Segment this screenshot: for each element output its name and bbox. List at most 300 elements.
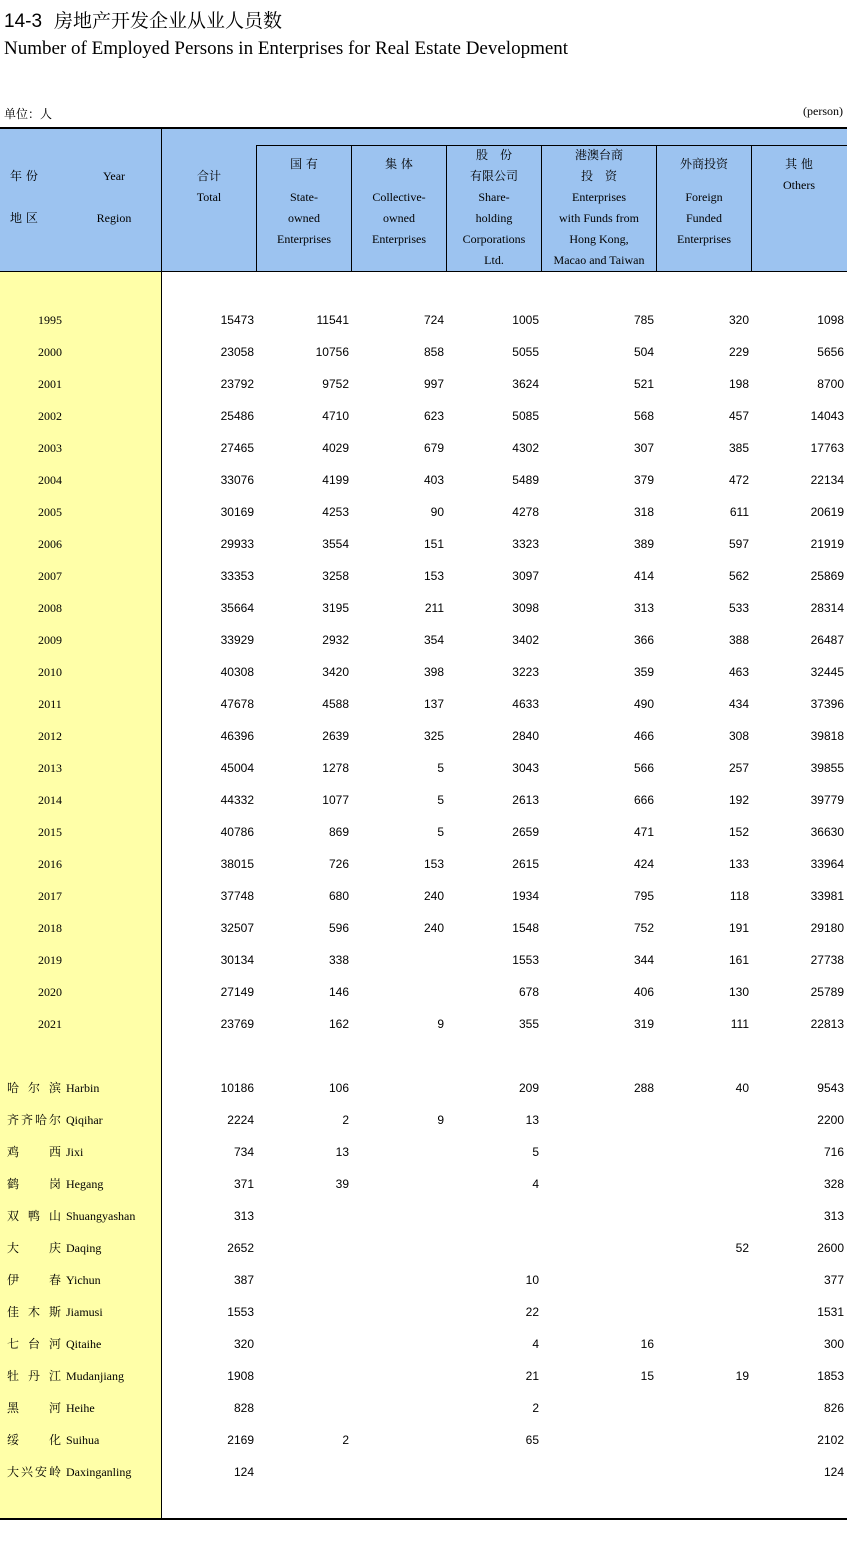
cell-value: 26487 bbox=[810, 633, 844, 647]
cell-value: 328 bbox=[823, 1177, 844, 1191]
row-region-en: Qiqihar bbox=[66, 1113, 103, 1127]
row-year: 2004 bbox=[38, 473, 62, 487]
cell-value: 389 bbox=[633, 537, 654, 551]
cell-value: 3258 bbox=[322, 569, 349, 583]
cell-value: 25789 bbox=[810, 985, 844, 999]
header-collective: 集 体 Collective- owned Enterprises bbox=[372, 157, 426, 246]
cell-value: 130 bbox=[728, 985, 749, 999]
cell-value: 2600 bbox=[817, 1241, 844, 1255]
cell-value: 858 bbox=[423, 345, 444, 359]
cell-value: 313 bbox=[633, 601, 654, 615]
cell-value: 1531 bbox=[817, 1305, 844, 1319]
table-row bbox=[0, 406, 847, 426]
cell-value: 36630 bbox=[810, 825, 844, 839]
table-row bbox=[0, 982, 847, 1002]
cell-value: 25486 bbox=[220, 409, 254, 423]
cell-value: 344 bbox=[633, 953, 654, 967]
row-year: 2005 bbox=[38, 505, 62, 519]
page-title-cn bbox=[4, 6, 282, 33]
row-region-cn: 黑河 bbox=[7, 1401, 61, 1415]
cell-value: 2652 bbox=[227, 1241, 254, 1255]
table-row bbox=[0, 1014, 847, 1034]
cell-value: 22 bbox=[525, 1305, 539, 1319]
unit-label-cn: 单位：人 bbox=[4, 107, 53, 121]
cell-value: 240 bbox=[423, 889, 444, 903]
table-row bbox=[0, 758, 847, 778]
cell-value: 4199 bbox=[322, 473, 349, 487]
cell-value: 27738 bbox=[810, 953, 844, 967]
cell-value: 463 bbox=[728, 665, 749, 679]
cell-value: 39855 bbox=[810, 761, 844, 775]
row-region-cn: 鸡西 bbox=[7, 1145, 61, 1159]
cell-value: 457 bbox=[728, 409, 749, 423]
cell-value: 10 bbox=[525, 1273, 539, 1287]
cell-value: 466 bbox=[633, 729, 654, 743]
cell-value: 826 bbox=[823, 1401, 844, 1415]
cell-value: 37748 bbox=[220, 889, 254, 903]
cell-value: 471 bbox=[633, 825, 654, 839]
row-region-en: Qitaihe bbox=[66, 1337, 102, 1351]
cell-value: 752 bbox=[633, 921, 654, 935]
table-row bbox=[0, 790, 847, 810]
cell-value: 3195 bbox=[322, 601, 349, 615]
cell-value: 13 bbox=[335, 1145, 349, 1159]
cell-value: 623 bbox=[423, 409, 444, 423]
row-region-en: Yichun bbox=[66, 1273, 101, 1287]
table-row bbox=[0, 1078, 847, 1098]
row-year: 2006 bbox=[38, 537, 62, 551]
cell-value: 338 bbox=[328, 953, 349, 967]
cell-value: 30134 bbox=[220, 953, 254, 967]
row-region-cn: 齐齐哈尔 bbox=[7, 1113, 61, 1127]
cell-value: 734 bbox=[233, 1145, 254, 1159]
cell-value: 388 bbox=[728, 633, 749, 647]
cell-value: 192 bbox=[728, 793, 749, 807]
row-region-cn: 双鸭山 bbox=[7, 1209, 61, 1223]
table-row bbox=[0, 470, 847, 490]
cell-value: 320 bbox=[233, 1337, 254, 1351]
table-row bbox=[0, 886, 847, 906]
cell-value: 307 bbox=[633, 441, 654, 455]
cell-value: 1548 bbox=[512, 921, 539, 935]
cell-value: 3223 bbox=[512, 665, 539, 679]
cell-value: 414 bbox=[633, 569, 654, 583]
cell-value: 32507 bbox=[220, 921, 254, 935]
page-title-en: Number of Employed Persons in Enterprises for Real Estate Development bbox=[4, 38, 569, 59]
cell-value: 40308 bbox=[220, 665, 254, 679]
header-state-owned: 国 有 State- owned Enterprises bbox=[277, 157, 331, 246]
cell-value: 257 bbox=[728, 761, 749, 775]
cell-value: 3402 bbox=[512, 633, 539, 647]
row-region-cn: 七台河 bbox=[7, 1337, 61, 1351]
cell-value: 2224 bbox=[227, 1113, 254, 1127]
cell-value: 124 bbox=[823, 1465, 844, 1479]
table-row bbox=[0, 854, 847, 874]
cell-value: 313 bbox=[823, 1209, 844, 1223]
cell-value: 9 bbox=[437, 1017, 444, 1031]
cell-value: 568 bbox=[633, 409, 654, 423]
cell-value: 133 bbox=[728, 857, 749, 871]
cell-value: 300 bbox=[823, 1337, 844, 1351]
cell-value: 33076 bbox=[220, 473, 254, 487]
cell-value: 29933 bbox=[220, 537, 254, 551]
row-year: 2001 bbox=[38, 377, 62, 391]
cell-value: 4302 bbox=[512, 441, 539, 455]
cell-value: 319 bbox=[633, 1017, 654, 1031]
table-row bbox=[0, 1366, 847, 1386]
cell-value: 424 bbox=[633, 857, 654, 871]
cell-value: 1077 bbox=[322, 793, 349, 807]
table-row bbox=[0, 438, 847, 458]
cell-value: 1908 bbox=[227, 1369, 254, 1383]
row-year: 2008 bbox=[38, 601, 62, 615]
cell-value: 387 bbox=[233, 1273, 254, 1287]
table-row bbox=[0, 950, 847, 970]
row-region-en: Heihe bbox=[66, 1401, 95, 1415]
cell-value: 313 bbox=[233, 1209, 254, 1223]
row-region-en: Daqing bbox=[66, 1241, 102, 1255]
cell-value: 5656 bbox=[817, 345, 844, 359]
cell-value: 29180 bbox=[810, 921, 844, 935]
row-year: 2010 bbox=[38, 665, 62, 679]
cell-value: 39818 bbox=[810, 729, 844, 743]
cell-value: 162 bbox=[328, 1017, 349, 1031]
cell-value: 153 bbox=[423, 569, 444, 583]
row-year: 2009 bbox=[38, 633, 62, 647]
cell-value: 15 bbox=[640, 1369, 654, 1383]
cell-value: 16 bbox=[640, 1337, 654, 1351]
row-region-en: Suihua bbox=[66, 1433, 100, 1447]
cell-value: 9 bbox=[437, 1113, 444, 1127]
cell-value: 1934 bbox=[512, 889, 539, 903]
row-year: 2015 bbox=[38, 825, 62, 839]
header-total: 合计 Total bbox=[196, 169, 222, 204]
row-year: 2002 bbox=[38, 409, 62, 423]
cell-value: 398 bbox=[423, 665, 444, 679]
row-region-cn: 哈尔滨 bbox=[7, 1081, 61, 1095]
row-year: 2007 bbox=[38, 569, 62, 583]
header-year-cn: 年 份 bbox=[10, 169, 38, 183]
cell-value: 25869 bbox=[810, 569, 844, 583]
cell-value: 828 bbox=[233, 1401, 254, 1415]
cell-value: 785 bbox=[633, 313, 654, 327]
cell-value: 716 bbox=[823, 1145, 844, 1159]
cell-value: 161 bbox=[728, 953, 749, 967]
cell-value: 504 bbox=[633, 345, 654, 359]
cell-value: 2200 bbox=[817, 1113, 844, 1127]
cell-value: 111 bbox=[730, 1017, 749, 1031]
cell-value: 229 bbox=[728, 345, 749, 359]
cell-value: 566 bbox=[633, 761, 654, 775]
cell-value: 325 bbox=[423, 729, 444, 743]
cell-value: 4588 bbox=[322, 697, 349, 711]
cell-value: 678 bbox=[518, 985, 539, 999]
header-region-en: Region bbox=[96, 211, 132, 225]
cell-value: 2840 bbox=[512, 729, 539, 743]
cell-value: 371 bbox=[233, 1177, 254, 1191]
cell-value: 379 bbox=[633, 473, 654, 487]
cell-value: 4 bbox=[532, 1337, 539, 1351]
header-others: 其 他 Others bbox=[783, 157, 815, 192]
cell-value: 23792 bbox=[220, 377, 254, 391]
cell-value: 198 bbox=[728, 377, 749, 391]
cell-value: 40786 bbox=[220, 825, 254, 839]
header-year-en: Year bbox=[102, 169, 126, 183]
cell-value: 611 bbox=[729, 505, 749, 519]
row-region-cn: 大庆 bbox=[7, 1241, 61, 1255]
cell-value: 33353 bbox=[220, 569, 254, 583]
table-row bbox=[0, 1110, 847, 1130]
table-row bbox=[0, 1142, 847, 1162]
cell-value: 52 bbox=[735, 1241, 749, 1255]
cell-value: 2932 bbox=[322, 633, 349, 647]
cell-value: 2 bbox=[342, 1433, 349, 1447]
cell-value: 472 bbox=[728, 473, 749, 487]
cell-value: 22813 bbox=[810, 1017, 844, 1031]
row-year: 2017 bbox=[38, 889, 62, 903]
table-row bbox=[0, 1334, 847, 1354]
row-year: 2020 bbox=[38, 985, 62, 999]
row-year: 2011 bbox=[38, 697, 62, 711]
table-row bbox=[0, 1238, 847, 1258]
cell-value: 4253 bbox=[322, 505, 349, 519]
cell-value: 997 bbox=[423, 377, 444, 391]
cell-value: 10186 bbox=[220, 1081, 254, 1095]
cell-value: 366 bbox=[633, 633, 654, 647]
cell-value: 3098 bbox=[512, 601, 539, 615]
cell-value: 137 bbox=[423, 697, 444, 711]
cell-value: 15473 bbox=[220, 313, 254, 327]
cell-value: 124 bbox=[233, 1465, 254, 1479]
cell-value: 5085 bbox=[512, 409, 539, 423]
table-row bbox=[0, 310, 847, 330]
cell-value: 1553 bbox=[227, 1305, 254, 1319]
table-row bbox=[0, 1430, 847, 1450]
header-hk-macao-taiwan: 港澳台商 投 资 Enterprises with Funds from Hong Kong, Macao and Taiwan bbox=[553, 148, 645, 267]
cell-value: 9543 bbox=[817, 1081, 844, 1095]
cell-value: 17763 bbox=[810, 441, 844, 455]
cell-value: 3624 bbox=[512, 377, 539, 391]
cell-value: 23769 bbox=[220, 1017, 254, 1031]
table-row bbox=[0, 1174, 847, 1194]
cell-value: 5 bbox=[437, 793, 444, 807]
header-foreign-funded: 外商投资 Foreign Funded Enterprises bbox=[677, 157, 731, 246]
cell-value: 726 bbox=[328, 857, 349, 871]
cell-value: 5055 bbox=[512, 345, 539, 359]
table-row bbox=[0, 534, 847, 554]
cell-value: 490 bbox=[633, 697, 654, 711]
cell-value: 3323 bbox=[512, 537, 539, 551]
table-row bbox=[0, 598, 847, 618]
header-bottom-rule bbox=[0, 271, 847, 272]
cell-value: 146 bbox=[328, 985, 349, 999]
row-region-cn: 绥化 bbox=[7, 1433, 61, 1447]
header-shareholding: 股 份 有限公司 Share- holding Corporations Ltd. bbox=[462, 148, 526, 267]
title-cn-text: 房地产开发企业从业人员数 bbox=[54, 10, 283, 32]
table-row bbox=[0, 566, 847, 586]
cell-value: 1098 bbox=[817, 313, 844, 327]
cell-value: 680 bbox=[328, 889, 349, 903]
table-row bbox=[0, 694, 847, 714]
cell-value: 28314 bbox=[810, 601, 844, 615]
cell-value: 44332 bbox=[220, 793, 254, 807]
cell-value: 1553 bbox=[512, 953, 539, 967]
row-year: 2019 bbox=[38, 953, 62, 967]
cell-value: 318 bbox=[633, 505, 654, 519]
cell-value: 5 bbox=[532, 1145, 539, 1159]
cell-value: 4710 bbox=[322, 409, 349, 423]
table-number: 14-3 bbox=[4, 11, 43, 32]
cell-value: 406 bbox=[633, 985, 654, 999]
cell-value: 2639 bbox=[322, 729, 349, 743]
row-region-en: Shuangyashan bbox=[66, 1209, 136, 1223]
cell-value: 209 bbox=[518, 1081, 539, 1095]
cell-value: 562 bbox=[728, 569, 749, 583]
table-row bbox=[0, 662, 847, 682]
cell-value: 4029 bbox=[322, 441, 349, 455]
table-row bbox=[0, 374, 847, 394]
cell-value: 1278 bbox=[322, 761, 349, 775]
row-region-en: Hegang bbox=[66, 1177, 104, 1191]
row-year: 2018 bbox=[38, 921, 62, 935]
row-year: 2021 bbox=[38, 1017, 62, 1031]
cell-value: 39 bbox=[335, 1177, 349, 1191]
cell-value: 90 bbox=[430, 505, 444, 519]
table-row bbox=[0, 726, 847, 746]
header-region-cn: 地 区 bbox=[10, 211, 38, 225]
cell-value: 724 bbox=[423, 313, 444, 327]
cell-value: 320 bbox=[728, 313, 749, 327]
cell-value: 9752 bbox=[322, 377, 349, 391]
cell-value: 3554 bbox=[322, 537, 349, 551]
cell-value: 434 bbox=[728, 697, 749, 711]
cell-value: 2 bbox=[532, 1401, 539, 1415]
row-year: 2003 bbox=[38, 441, 62, 455]
row-year: 1995 bbox=[38, 313, 62, 327]
table-row bbox=[0, 630, 847, 650]
cell-value: 47678 bbox=[220, 697, 254, 711]
cell-value: 33981 bbox=[810, 889, 844, 903]
cell-value: 2615 bbox=[512, 857, 539, 871]
cell-value: 13 bbox=[525, 1113, 539, 1127]
cell-value: 4278 bbox=[512, 505, 539, 519]
cell-value: 10756 bbox=[315, 345, 349, 359]
row-region-en: Jiamusi bbox=[66, 1305, 103, 1319]
cell-value: 3097 bbox=[512, 569, 539, 583]
cell-value: 11541 bbox=[316, 313, 349, 327]
cell-value: 37396 bbox=[810, 697, 844, 711]
cell-value: 869 bbox=[328, 825, 349, 839]
table-row bbox=[0, 342, 847, 362]
cell-value: 240 bbox=[423, 921, 444, 935]
cell-value: 385 bbox=[728, 441, 749, 455]
cell-value: 8700 bbox=[817, 377, 844, 391]
cell-value: 521 bbox=[633, 377, 654, 391]
cell-value: 666 bbox=[633, 793, 654, 807]
row-year: 2013 bbox=[38, 761, 62, 775]
cell-value: 153 bbox=[423, 857, 444, 871]
table-row bbox=[0, 1302, 847, 1322]
cell-value: 288 bbox=[633, 1081, 654, 1095]
cell-value: 679 bbox=[423, 441, 444, 455]
cell-value: 2659 bbox=[512, 825, 539, 839]
cell-value: 3043 bbox=[512, 761, 539, 775]
row-region-en: Daxinganling bbox=[66, 1465, 132, 1479]
cell-value: 33964 bbox=[810, 857, 844, 871]
cell-value: 191 bbox=[728, 921, 749, 935]
table-row bbox=[0, 1270, 847, 1290]
cell-value: 38015 bbox=[220, 857, 254, 871]
cell-value: 533 bbox=[728, 601, 749, 615]
cell-value: 2169 bbox=[227, 1433, 254, 1447]
cell-value: 27149 bbox=[220, 985, 254, 999]
cell-value: 22134 bbox=[810, 473, 844, 487]
cell-value: 19 bbox=[735, 1369, 749, 1383]
cell-value: 354 bbox=[423, 633, 444, 647]
cell-value: 118 bbox=[729, 889, 749, 903]
row-region-cn: 伊春 bbox=[7, 1273, 61, 1287]
row-year: 2000 bbox=[38, 345, 62, 359]
cell-value: 30169 bbox=[220, 505, 254, 519]
cell-value: 4633 bbox=[512, 697, 539, 711]
row-year: 2012 bbox=[38, 729, 62, 743]
cell-value: 39779 bbox=[810, 793, 844, 807]
cell-value: 14043 bbox=[810, 409, 844, 423]
row-region-en: Jixi bbox=[66, 1145, 84, 1159]
row-region-en: Harbin bbox=[66, 1081, 100, 1095]
cell-value: 21 bbox=[525, 1369, 539, 1383]
cell-value: 377 bbox=[823, 1273, 844, 1287]
cell-value: 2102 bbox=[817, 1433, 844, 1447]
table-row bbox=[0, 1462, 847, 1482]
row-region-cn: 佳木斯 bbox=[7, 1305, 61, 1319]
cell-value: 35664 bbox=[220, 601, 254, 615]
cell-value: 2 bbox=[342, 1113, 349, 1127]
table-bottom-rule bbox=[0, 1518, 847, 1520]
unit-label-en: (person) bbox=[803, 104, 843, 118]
cell-value: 5 bbox=[437, 761, 444, 775]
cell-value: 3420 bbox=[322, 665, 349, 679]
cell-value: 23058 bbox=[220, 345, 254, 359]
cell-value: 106 bbox=[328, 1081, 349, 1095]
cell-value: 32445 bbox=[810, 665, 844, 679]
cell-value: 33929 bbox=[220, 633, 254, 647]
cell-value: 355 bbox=[518, 1017, 539, 1031]
cell-value: 359 bbox=[633, 665, 654, 679]
cell-value: 1853 bbox=[817, 1369, 844, 1383]
cell-value: 46396 bbox=[220, 729, 254, 743]
cell-value: 20619 bbox=[810, 505, 844, 519]
cell-value: 65 bbox=[525, 1433, 539, 1447]
cell-value: 45004 bbox=[220, 761, 254, 775]
table-row bbox=[0, 918, 847, 938]
cell-value: 403 bbox=[423, 473, 444, 487]
row-region-cn: 大兴安岭 bbox=[7, 1465, 61, 1479]
cell-value: 27465 bbox=[220, 441, 254, 455]
cell-value: 5489 bbox=[512, 473, 539, 487]
cell-value: 596 bbox=[328, 921, 349, 935]
table-row bbox=[0, 1206, 847, 1226]
cell-value: 2613 bbox=[512, 793, 539, 807]
cell-value: 597 bbox=[728, 537, 749, 551]
cell-value: 21919 bbox=[810, 537, 844, 551]
cell-value: 152 bbox=[728, 825, 749, 839]
cell-value: 211 bbox=[424, 601, 444, 615]
cell-value: 1005 bbox=[512, 313, 539, 327]
table-row bbox=[0, 1398, 847, 1418]
row-year: 2016 bbox=[38, 857, 62, 871]
cell-value: 308 bbox=[728, 729, 749, 743]
